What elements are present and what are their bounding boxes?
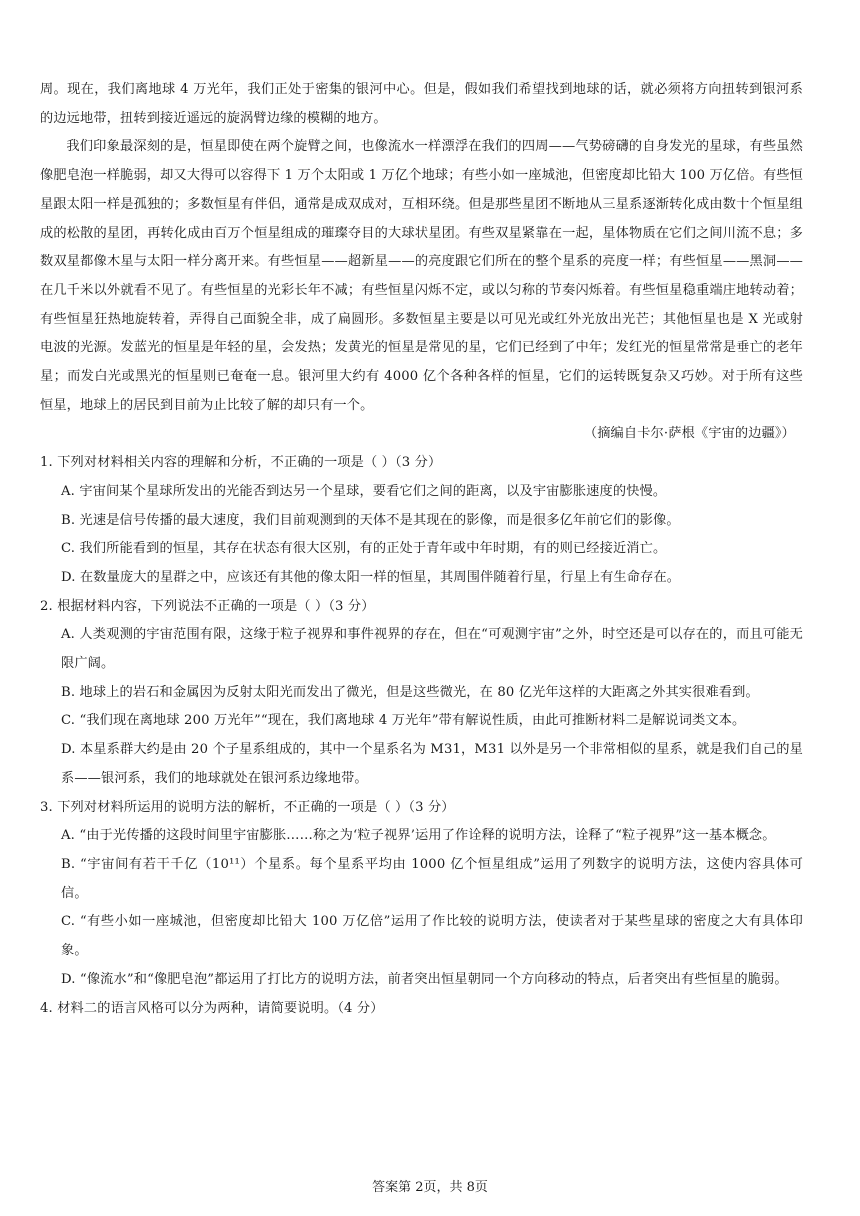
question-stem: 3. 下列对材料所运用的说明方法的解析，不正确的一项是（ ）（3 分） <box>40 799 455 815</box>
question-1 <box>40 449 803 593</box>
article-paragraph-2: 我们印象最深刻的是，恒星即使在两个旋臂之间，也像流水一样漂浮在我们的四周——气势磅礴的自身发光的星球，有些虽然像肥皂泡一样脆弱，却又大得可以容得下 1 万个太阳或 1 万亿个地球；有些小如一座城池，但密度却比铅大 100 万亿倍。有些恒星跟太阳一样是孤独的；多数恒星有伴侣，通常是成双成对，互相环绕。但是那些星团不断地从三星系逐渐转化成由数十个恒星组成的松散的星团，再转化成由百万个恒星组成的璀璨夺目的大球状星团。有些双星紧靠在一起，星体物质在它们之间川流不息；多数双星都像木星与太阳一样分离开来。有些恒星——超新星——的亮度跟它们所在的整个星系的亮度一样；有些恒星——黑洞——在几千米以外就看不见了。有些恒星的光彩长年不减；有些恒星闪烁不定，或以匀称的节奏闪烁着。有些恒星稳重端庄地转动着；有些恒星狂热地旋转着，弄得自己面貌全非，成了扁圆形。多数恒星主要是以可见光或红外光放出光芒；其他恒星也是 X 光或射电波的光源。发蓝光的恒星是年轻的星，会发热；发黄光的恒星是常见的星，它们已经到了中年；发红光的恒星常常是垂亡的老年星；而发白光或黑光的恒星则已奄奄一息。银河里大约有 4000 亿个各种各样的恒星，它们的运转既复杂又巧妙。对于所有这些恒星，地球上的居民到目前为止比较了解的却只有一个。 <box>40 139 803 413</box>
question-3 <box>40 794 803 995</box>
page-footer: 答案第 2页，共 8页 <box>372 1180 488 1195</box>
option-d: D. 在数量庞大的星群之中，应该还有其他的像太阳一样的恒星，其周围伴随着行星，行星上有生命存在。 <box>61 569 681 585</box>
article-source: （摘编自卡尔·萨根《宇宙的边疆》） <box>583 426 795 442</box>
option-a: A. 宇宙间某个星球所发出的光能否到达另一个星球，要看它们之间的距离，以及宇宙膨胀速度的快慢。 <box>61 483 667 499</box>
option-b: B. “宇宙间有若干千亿（10¹¹）个星系。每个星系平均由 1000 亿个恒星组成”运用了列数字的说明方法，这使内容具体可信。 <box>61 856 803 901</box>
option-c: C. “有些小如一座城池，但密度却比铅大 100 万亿倍”运用了作比较的说明方法，使读者对于某些星球的密度之大有具体印象。 <box>61 914 803 959</box>
question-stem: 1. 下列对材料相关内容的理解和分析，不正确的一项是（ ）（3 分） <box>40 455 442 471</box>
question-4 <box>40 995 803 1024</box>
question-stem: 2. 根据材料内容，下列说法不正确的一项是（ ）（3 分） <box>40 598 375 614</box>
question-2 <box>40 593 803 794</box>
option-b: B. 光速是信号传播的最大速度，我们目前观测到的天体不是其现在的影像，而是很多亿年前它们的影像。 <box>61 512 680 528</box>
question-stem: 4. 材料二的语言风格可以分为两种，请简要说明。（4 分） <box>40 1000 384 1016</box>
option-a: A. “由于光传播的这段时间里宇宙膨胀……称之为‘粒子视界’运用了作诠释的说明方法，诠释了“粒子视界”这一基本概念。 <box>61 828 776 844</box>
article-paragraph-1: 周。现在，我们离地球 4 万光年，我们正处于密集的银河中心。但是，假如我们希望找到地球的话，就必须将方向扭转到银河系的边远地带，扭转到接近遥远的旋涡臂边缘的模糊的地方。 <box>40 82 803 126</box>
option-c: C. “我们现在离地球 200 万光年”“现在，我们离地球 4 万光年”带有解说性质，由此可推断材料二是解说词类文本。 <box>61 713 746 729</box>
option-a: A. 人类观测的宇宙范围有限，这缘于粒子视界和事件视界的存在，但在“可观测宇宙”之外，时空还是可以存在的，而且可能无限广阔。 <box>61 627 803 672</box>
option-c: C. 我们所能看到的恒星，其存在状态有很大区别，有的正处于青年或中年时期，有的则已经接近消亡。 <box>61 541 667 557</box>
option-b: B. 地球上的岩石和金属因为反射太阳光而发出了微光，但是这些微光，在 80 亿光年这样的大距离之外其实很难看到。 <box>61 684 759 700</box>
option-d: D. “像流水”和“像肥皂泡”都运用了打比方的说明方法，前者突出恒星朝同一个方向移动的特点，后者突出有些恒星的脆弱。 <box>61 971 788 987</box>
document-body <box>40 76 803 1023</box>
option-d: D. 本星系群大约是由 20 个子星系组成的，其中一个星系名为 M31，M31 以外是另一个非常相似的星系，就是我们自己的星系——银河系，我们的地球就处在银河系边缘地带。 <box>61 742 803 786</box>
